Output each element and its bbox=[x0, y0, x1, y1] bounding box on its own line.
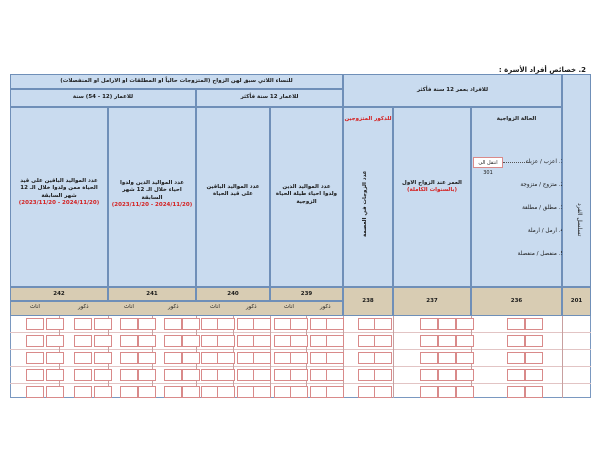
answer-box[interactable] bbox=[507, 352, 525, 364]
section-title: 2. خصائص أفراد الأسرة : bbox=[498, 66, 586, 74]
answer-box[interactable] bbox=[94, 318, 112, 330]
answer-box[interactable] bbox=[326, 352, 344, 364]
answer-box[interactable] bbox=[290, 369, 308, 381]
col-separator bbox=[393, 316, 394, 398]
answer-box[interactable] bbox=[217, 335, 235, 347]
answer-box[interactable] bbox=[138, 386, 156, 398]
answer-box[interactable] bbox=[74, 369, 92, 381]
answer-box[interactable] bbox=[164, 386, 182, 398]
answer-box[interactable] bbox=[120, 335, 138, 347]
answer-box[interactable] bbox=[138, 335, 156, 347]
sex-label-241-female: اناث bbox=[124, 304, 134, 310]
sex-label-241-male: ذكور bbox=[168, 304, 179, 310]
marital-option-3[interactable]: . مطلق / مطلقة bbox=[522, 205, 561, 211]
header-ages-12-54: للاعمار (12 - 54) سنة bbox=[10, 89, 196, 107]
answer-box[interactable] bbox=[456, 352, 474, 364]
answer-box[interactable] bbox=[164, 352, 182, 364]
answer-box[interactable] bbox=[456, 386, 474, 398]
answer-box[interactable] bbox=[94, 352, 112, 364]
answer-box[interactable] bbox=[525, 318, 543, 330]
marital-option-4[interactable]: . ارمل / ارملة bbox=[527, 228, 561, 234]
answer-box[interactable] bbox=[420, 352, 438, 364]
answer-box[interactable] bbox=[138, 352, 156, 364]
answer-box[interactable] bbox=[326, 369, 344, 381]
answer-box[interactable] bbox=[182, 318, 200, 330]
sex-label-240-male: ذكور bbox=[246, 304, 257, 310]
sex-label-242-male: ذكور bbox=[78, 304, 89, 310]
answer-box[interactable] bbox=[420, 369, 438, 381]
answer-box[interactable] bbox=[46, 335, 64, 347]
answer-box[interactable] bbox=[120, 386, 138, 398]
answer-box[interactable] bbox=[420, 335, 438, 347]
answer-box[interactable] bbox=[525, 369, 543, 381]
answer-box[interactable] bbox=[94, 386, 112, 398]
code-cell-241: 241 bbox=[108, 287, 196, 301]
sex-label-242-female: اناث bbox=[30, 304, 40, 310]
answer-box[interactable] bbox=[374, 386, 392, 398]
answer-box[interactable] bbox=[74, 386, 92, 398]
code-cell-237: 237 bbox=[393, 287, 471, 316]
answer-box[interactable] bbox=[456, 318, 474, 330]
answer-box[interactable] bbox=[253, 369, 271, 381]
answer-box[interactable] bbox=[374, 318, 392, 330]
sex-label-239-male: ذكور bbox=[320, 304, 331, 310]
answer-box[interactable] bbox=[290, 318, 308, 330]
answer-box[interactable] bbox=[164, 369, 182, 381]
answer-box[interactable] bbox=[253, 318, 271, 330]
header-age-first-marriage: العمر عند الزواج الاول (بالسنوات الكاملة) bbox=[393, 107, 471, 287]
answer-box[interactable] bbox=[164, 335, 182, 347]
answer-box[interactable] bbox=[253, 386, 271, 398]
answer-box[interactable] bbox=[525, 352, 543, 364]
answer-box[interactable] bbox=[74, 335, 92, 347]
answer-box[interactable] bbox=[46, 352, 64, 364]
answer-box[interactable] bbox=[326, 335, 344, 347]
row-separator bbox=[10, 366, 591, 367]
header-born-alive-all: عدد المواليد الذين ولدوا احياء طيلة الحياة الزوجية bbox=[270, 107, 343, 287]
answer-box[interactable] bbox=[138, 318, 156, 330]
wives-count-vertical-label: عدد الزوجات في العصمة bbox=[362, 170, 368, 238]
answer-box[interactable] bbox=[374, 369, 392, 381]
answer-box[interactable] bbox=[217, 386, 235, 398]
code-cell-242: 242 bbox=[10, 287, 108, 301]
answer-box[interactable] bbox=[217, 369, 235, 381]
answer-box[interactable] bbox=[290, 352, 308, 364]
answer-box[interactable] bbox=[438, 386, 456, 398]
answer-box[interactable] bbox=[120, 352, 138, 364]
header-surviving-all: عدد المواليد الباقين على قيد الحياة bbox=[196, 107, 270, 287]
answer-box[interactable] bbox=[94, 369, 112, 381]
answer-box[interactable] bbox=[326, 318, 344, 330]
header-surviving-12m: عدد المواليد الباقين على قيد الحياة ممن ولدوا خلال الـ 12 شهر السابقة (2023/11/20 - 2024/11/20) bbox=[10, 107, 108, 287]
header-person-sequence bbox=[562, 74, 591, 287]
answer-box[interactable] bbox=[253, 352, 271, 364]
code-cell-236: 236 bbox=[471, 287, 562, 316]
row-separator bbox=[10, 349, 591, 350]
answer-box[interactable] bbox=[26, 318, 44, 330]
answer-box[interactable] bbox=[507, 369, 525, 381]
code-cell-239: 239 bbox=[270, 287, 343, 301]
answer-box[interactable] bbox=[182, 352, 200, 364]
row-separator bbox=[10, 383, 591, 384]
answer-box[interactable] bbox=[290, 335, 308, 347]
header-ages-12-plus-right: للافراد بعمر 12 سنة فأكثر bbox=[343, 74, 562, 107]
answer-box[interactable] bbox=[138, 369, 156, 381]
input-grid bbox=[10, 316, 591, 398]
marital-option-5[interactable]: . منفصل / منفصلة bbox=[517, 251, 561, 257]
answer-box[interactable] bbox=[26, 335, 44, 347]
answer-box[interactable] bbox=[164, 318, 182, 330]
sex-label-239-female: اناث bbox=[284, 304, 294, 310]
answer-box[interactable] bbox=[26, 386, 44, 398]
answer-box[interactable] bbox=[374, 352, 392, 364]
answer-box[interactable] bbox=[456, 369, 474, 381]
answer-box[interactable] bbox=[182, 369, 200, 381]
header-marital-status: الحالة الزواجية bbox=[471, 107, 562, 287]
answer-box[interactable] bbox=[182, 335, 200, 347]
answer-box[interactable] bbox=[525, 386, 543, 398]
skip-note-box: انتقل الى 301 bbox=[473, 157, 503, 168]
answer-box[interactable] bbox=[438, 352, 456, 364]
answer-box[interactable] bbox=[26, 352, 44, 364]
code-cell-238: 238 bbox=[343, 287, 393, 316]
answer-box[interactable] bbox=[326, 386, 344, 398]
answer-box[interactable] bbox=[120, 369, 138, 381]
code-cell-240: 240 bbox=[196, 287, 270, 301]
answer-box[interactable] bbox=[46, 386, 64, 398]
answer-box[interactable] bbox=[290, 386, 308, 398]
answer-box[interactable] bbox=[507, 318, 525, 330]
answer-box[interactable] bbox=[26, 369, 44, 381]
answer-box[interactable] bbox=[525, 335, 543, 347]
header-ages-12-plus-women: للاعمار 12 سنة فأكثر bbox=[196, 89, 343, 107]
answer-box[interactable] bbox=[217, 352, 235, 364]
answer-box[interactable] bbox=[374, 335, 392, 347]
answer-box[interactable] bbox=[420, 318, 438, 330]
answer-box[interactable] bbox=[456, 335, 474, 347]
answer-box[interactable] bbox=[420, 386, 438, 398]
answer-box[interactable] bbox=[182, 386, 200, 398]
answer-box[interactable] bbox=[507, 386, 525, 398]
marital-option-1[interactable]: . اعزب / عزباء bbox=[525, 159, 561, 165]
skip-dotted-arrow bbox=[503, 162, 529, 163]
answer-box[interactable] bbox=[120, 318, 138, 330]
answer-box[interactable] bbox=[46, 318, 64, 330]
header-married-males: للذكور المتزوجين عدد الزوجات في العصمة bbox=[343, 107, 393, 287]
answer-box[interactable] bbox=[438, 318, 456, 330]
answer-box[interactable] bbox=[74, 352, 92, 364]
code-cell-201: 201 bbox=[562, 287, 591, 316]
answer-box[interactable] bbox=[94, 335, 112, 347]
col-separator bbox=[562, 316, 563, 398]
sex-label-240-female: اناث bbox=[210, 304, 220, 310]
answer-box[interactable] bbox=[438, 369, 456, 381]
answer-box[interactable] bbox=[253, 335, 271, 347]
header-born-alive-12m: عدد المواليد الذين ولدوا احياء خلال الـ 12 شهر السابقة (2023/11/20 - 2024/11/20) bbox=[108, 107, 196, 287]
answer-box[interactable] bbox=[74, 318, 92, 330]
row-separator bbox=[10, 332, 591, 333]
answer-box[interactable] bbox=[438, 335, 456, 347]
marital-option-2[interactable]: . متزوج / متزوجة bbox=[520, 182, 561, 188]
answer-box[interactable] bbox=[217, 318, 235, 330]
person-sequence-label: تسلسل الفرد bbox=[576, 203, 583, 237]
answer-box[interactable] bbox=[46, 369, 64, 381]
header-women-group: للنساء اللاتي سبق لهن الزواج (المتزوجات حالياً او المطلقات او الارامل او المنفصلات) bbox=[10, 74, 343, 89]
answer-box[interactable] bbox=[507, 335, 525, 347]
